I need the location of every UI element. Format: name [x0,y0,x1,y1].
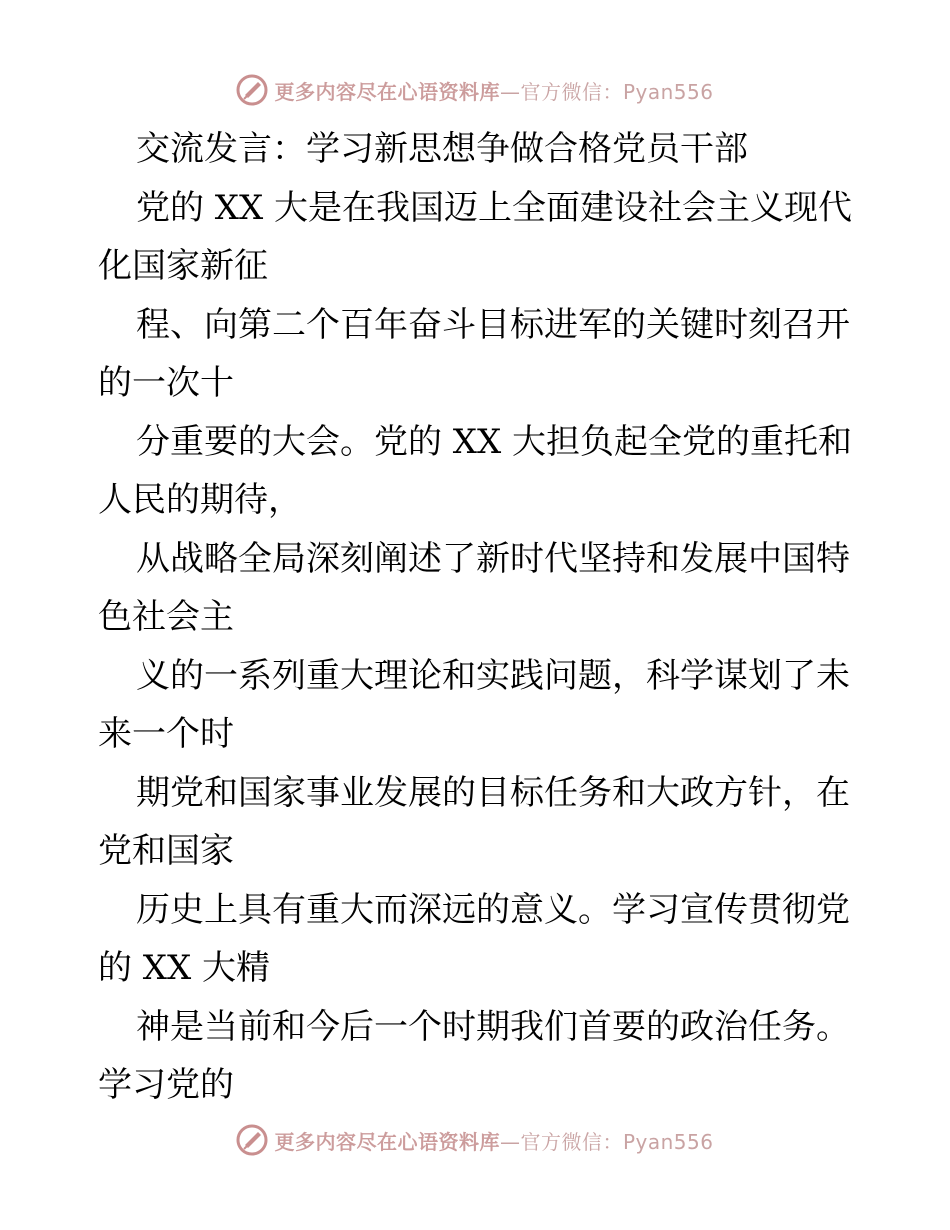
text-line: 程、向第二个百年奋斗目标进军的关键时刻召开 [136,304,850,345]
document-body [98,120,858,1115]
header-banner [0,70,950,110]
stamp-logo-icon [236,1124,268,1156]
text-line: 交流发言：学习新思想争做合格党员干部 [136,129,748,169]
text-line: 人民的期待， [98,480,302,520]
text-line: 党的 XX 大是在我国迈上全面建设社会主义现代 [136,187,853,228]
header-banner-suffix: —官方微信：Pyan556 [499,79,714,104]
footer-banner-text [274,1126,713,1155]
text-line: 色社会主 [98,597,234,637]
text-line: 来一个时 [98,714,234,754]
header-banner-brand: 更多内容尽在心语资料库 [274,79,500,104]
text-line: 神是当前和今后一个时期我们首要的政治任务。 [136,1006,850,1047]
text-line: 从战略全局深刻阐述了新时代坚持和发展中国特 [136,538,850,579]
footer-banner [0,1120,950,1160]
text-line: 党和国家 [98,831,234,871]
text-line: 义的一系列重大理论和实践问题，科学谋划了未 [136,655,850,696]
text-line: 的 XX 大精 [98,948,271,988]
header-banner-text [274,76,713,105]
footer-banner-suffix: —官方微信：Pyan556 [499,1129,714,1154]
text-line: 化国家新征 [98,246,268,286]
text-line: 历史上具有重大而深远的意义。学习宣传贯彻党 [136,889,850,930]
text-line: 期党和国家事业发展的目标任务和大政方针，在 [136,772,850,813]
footer-banner-brand: 更多内容尽在心语资料库 [274,1129,500,1154]
stamp-logo-icon [236,74,268,106]
text-line: 学习党的 [98,1065,234,1105]
text-line: 的一次十 [98,363,234,403]
text-line: 分重要的大会。党的 XX 大担负起全党的重托和 [136,421,853,462]
